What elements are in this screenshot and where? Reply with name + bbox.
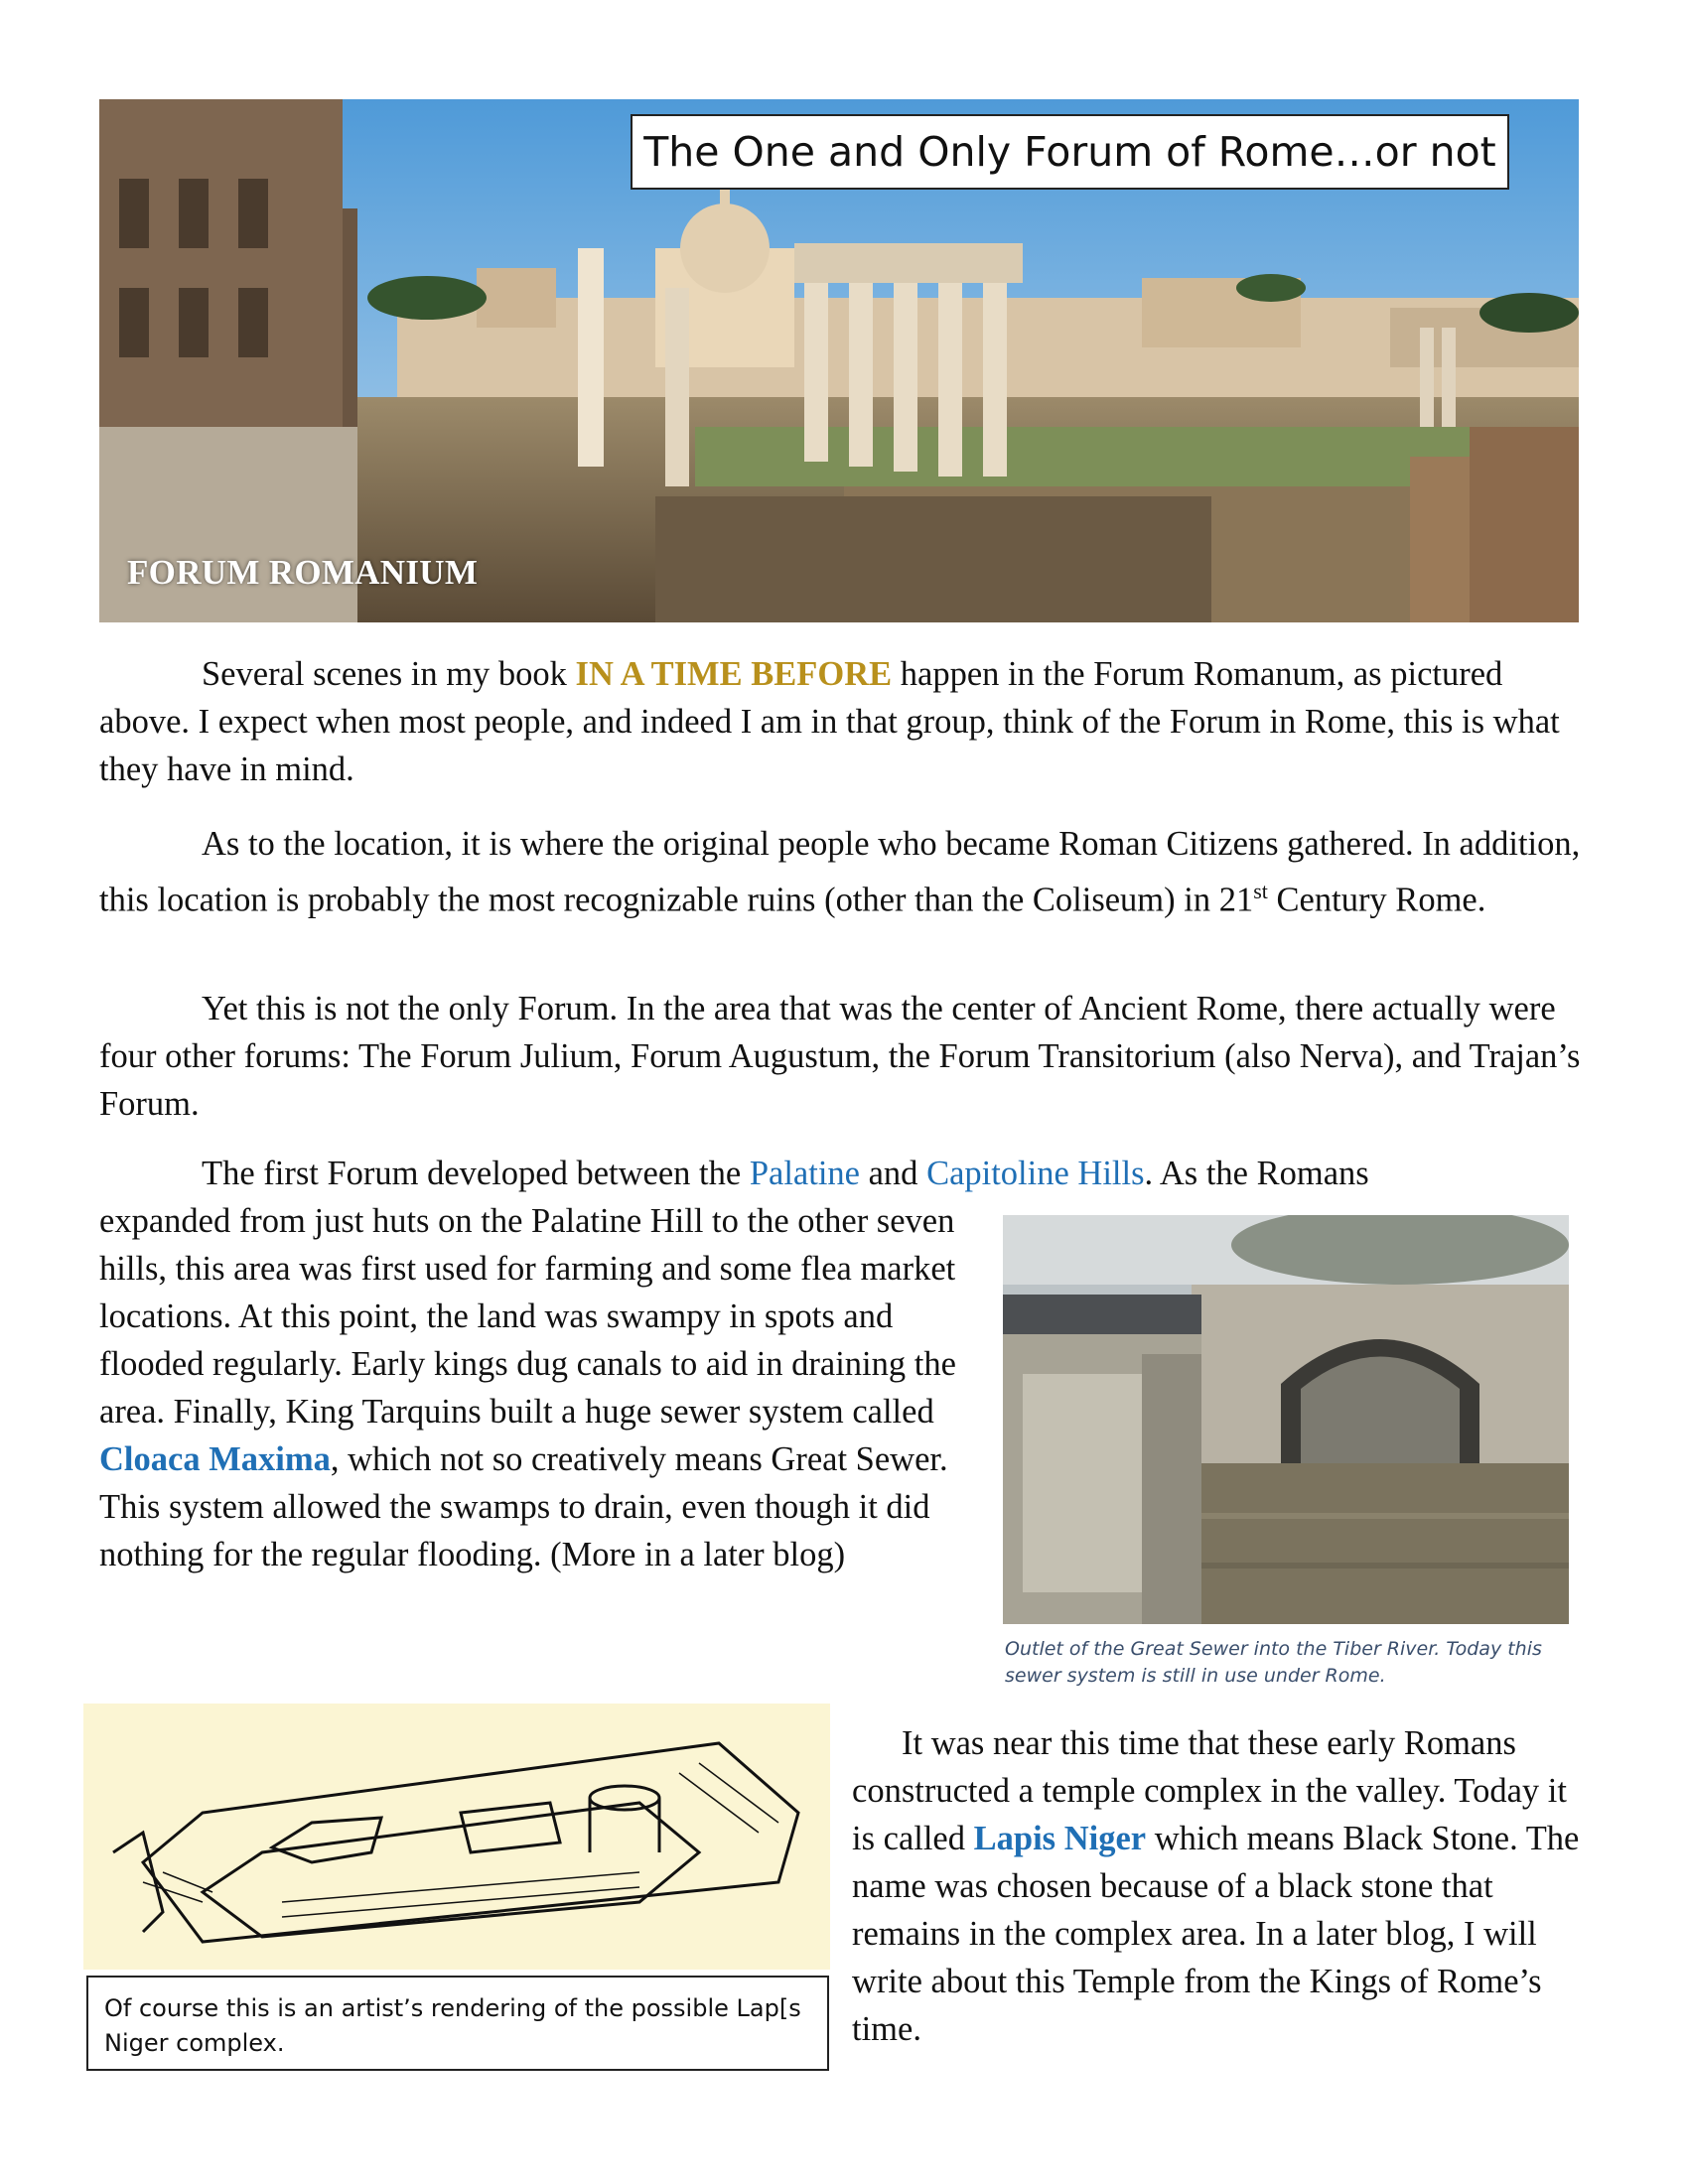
paragraph-5 xyxy=(852,1719,1587,2053)
p3-text: Yet this is not the only Forum. In the area that was the center of Ancient Rome, there actually were four other forums: The Forum Julium, Forum Augustum, the Forum Transitorium (also Nerva), and Trajan’s Forum. xyxy=(99,990,1581,1123)
lapis-niger-sketch xyxy=(83,1704,830,1970)
palatine-link[interactable]: Palatine xyxy=(749,1155,860,1192)
p4-intro: The first Forum developed between the xyxy=(202,1155,750,1192)
book-title: IN A TIME BEFORE xyxy=(575,655,893,693)
p2-text-a: As to the location, it is where the original people who became Roman Citizens gathered. In addition, this location is probably the most recognizable ruins (other than the Coliseum) in 21 xyxy=(99,825,1581,919)
paragraph-1 xyxy=(99,650,1589,793)
photo-caption-label: FORUM ROMANIUM xyxy=(127,553,479,592)
paragraph-2 xyxy=(99,820,1589,924)
p4-after-links: . As the Romans xyxy=(1144,1155,1369,1192)
cloaca-maxima-link[interactable]: Cloaca Maxima xyxy=(99,1440,331,1478)
p2-superscript: st xyxy=(1253,879,1268,903)
lapis-niger-drawing xyxy=(83,1704,830,1970)
capitoline-hills-link[interactable]: Capitoline Hills xyxy=(926,1155,1145,1192)
p2-text-b: Century Rome. xyxy=(1267,881,1486,919)
sewer-outlet-photo xyxy=(1003,1215,1569,1624)
p5-text-before: It was near this time that these early Romans constructed a temple complex in the valley. Today it is called xyxy=(852,1724,1567,1857)
paragraph-4-first-line xyxy=(99,1150,1589,1197)
paragraph-3 xyxy=(99,985,1589,1128)
p4-body-b: , which not so creatively means Great Sewer. This system allowed the swamps to drain, even though it did nothing for the regular flooding. (More in a later blog) xyxy=(99,1440,948,1573)
p5-text-after: which means Black Stone. The name was chosen because of a black stone that remains in the complex area. In a later blog, I will write about this Temple from the Kings of Rome’s time. xyxy=(852,1820,1580,2048)
p1-text-after: happen in the Forum Romanum, as pictured above. I expect when most people, and indeed I am in that group, think of the Forum in Rome, this is what they have in mind. xyxy=(99,655,1560,788)
sewer-photo-caption: Outlet of the Great Sewer into the Tiber River. Today this sewer system is still in use under Rome. xyxy=(1005,1638,1542,1687)
paragraph-4-body xyxy=(99,1197,993,1578)
p4-body-a: expanded from just huts on the Palatine Hill to the other seven hills, this area was first used for farming and some flea market locations. At this point, the land was swampy in spots and flooded regularly. Early kings dug canals to aid in draining the area. Finally, King Tarquins built a huge sewer system called xyxy=(99,1202,956,1431)
page-title: The One and Only Forum of Rome…or not xyxy=(631,114,1509,190)
p1-text-before: Several scenes in my book xyxy=(202,655,576,693)
sewer-outlet-graphic xyxy=(1003,1215,1569,1624)
lapis-niger-caption: Of course this is an artist’s rendering of the possible Lap[s Niger complex. xyxy=(86,1976,829,2071)
lapis-niger-link[interactable]: Lapis Niger xyxy=(973,1820,1147,1857)
p4-and: and xyxy=(859,1155,927,1192)
